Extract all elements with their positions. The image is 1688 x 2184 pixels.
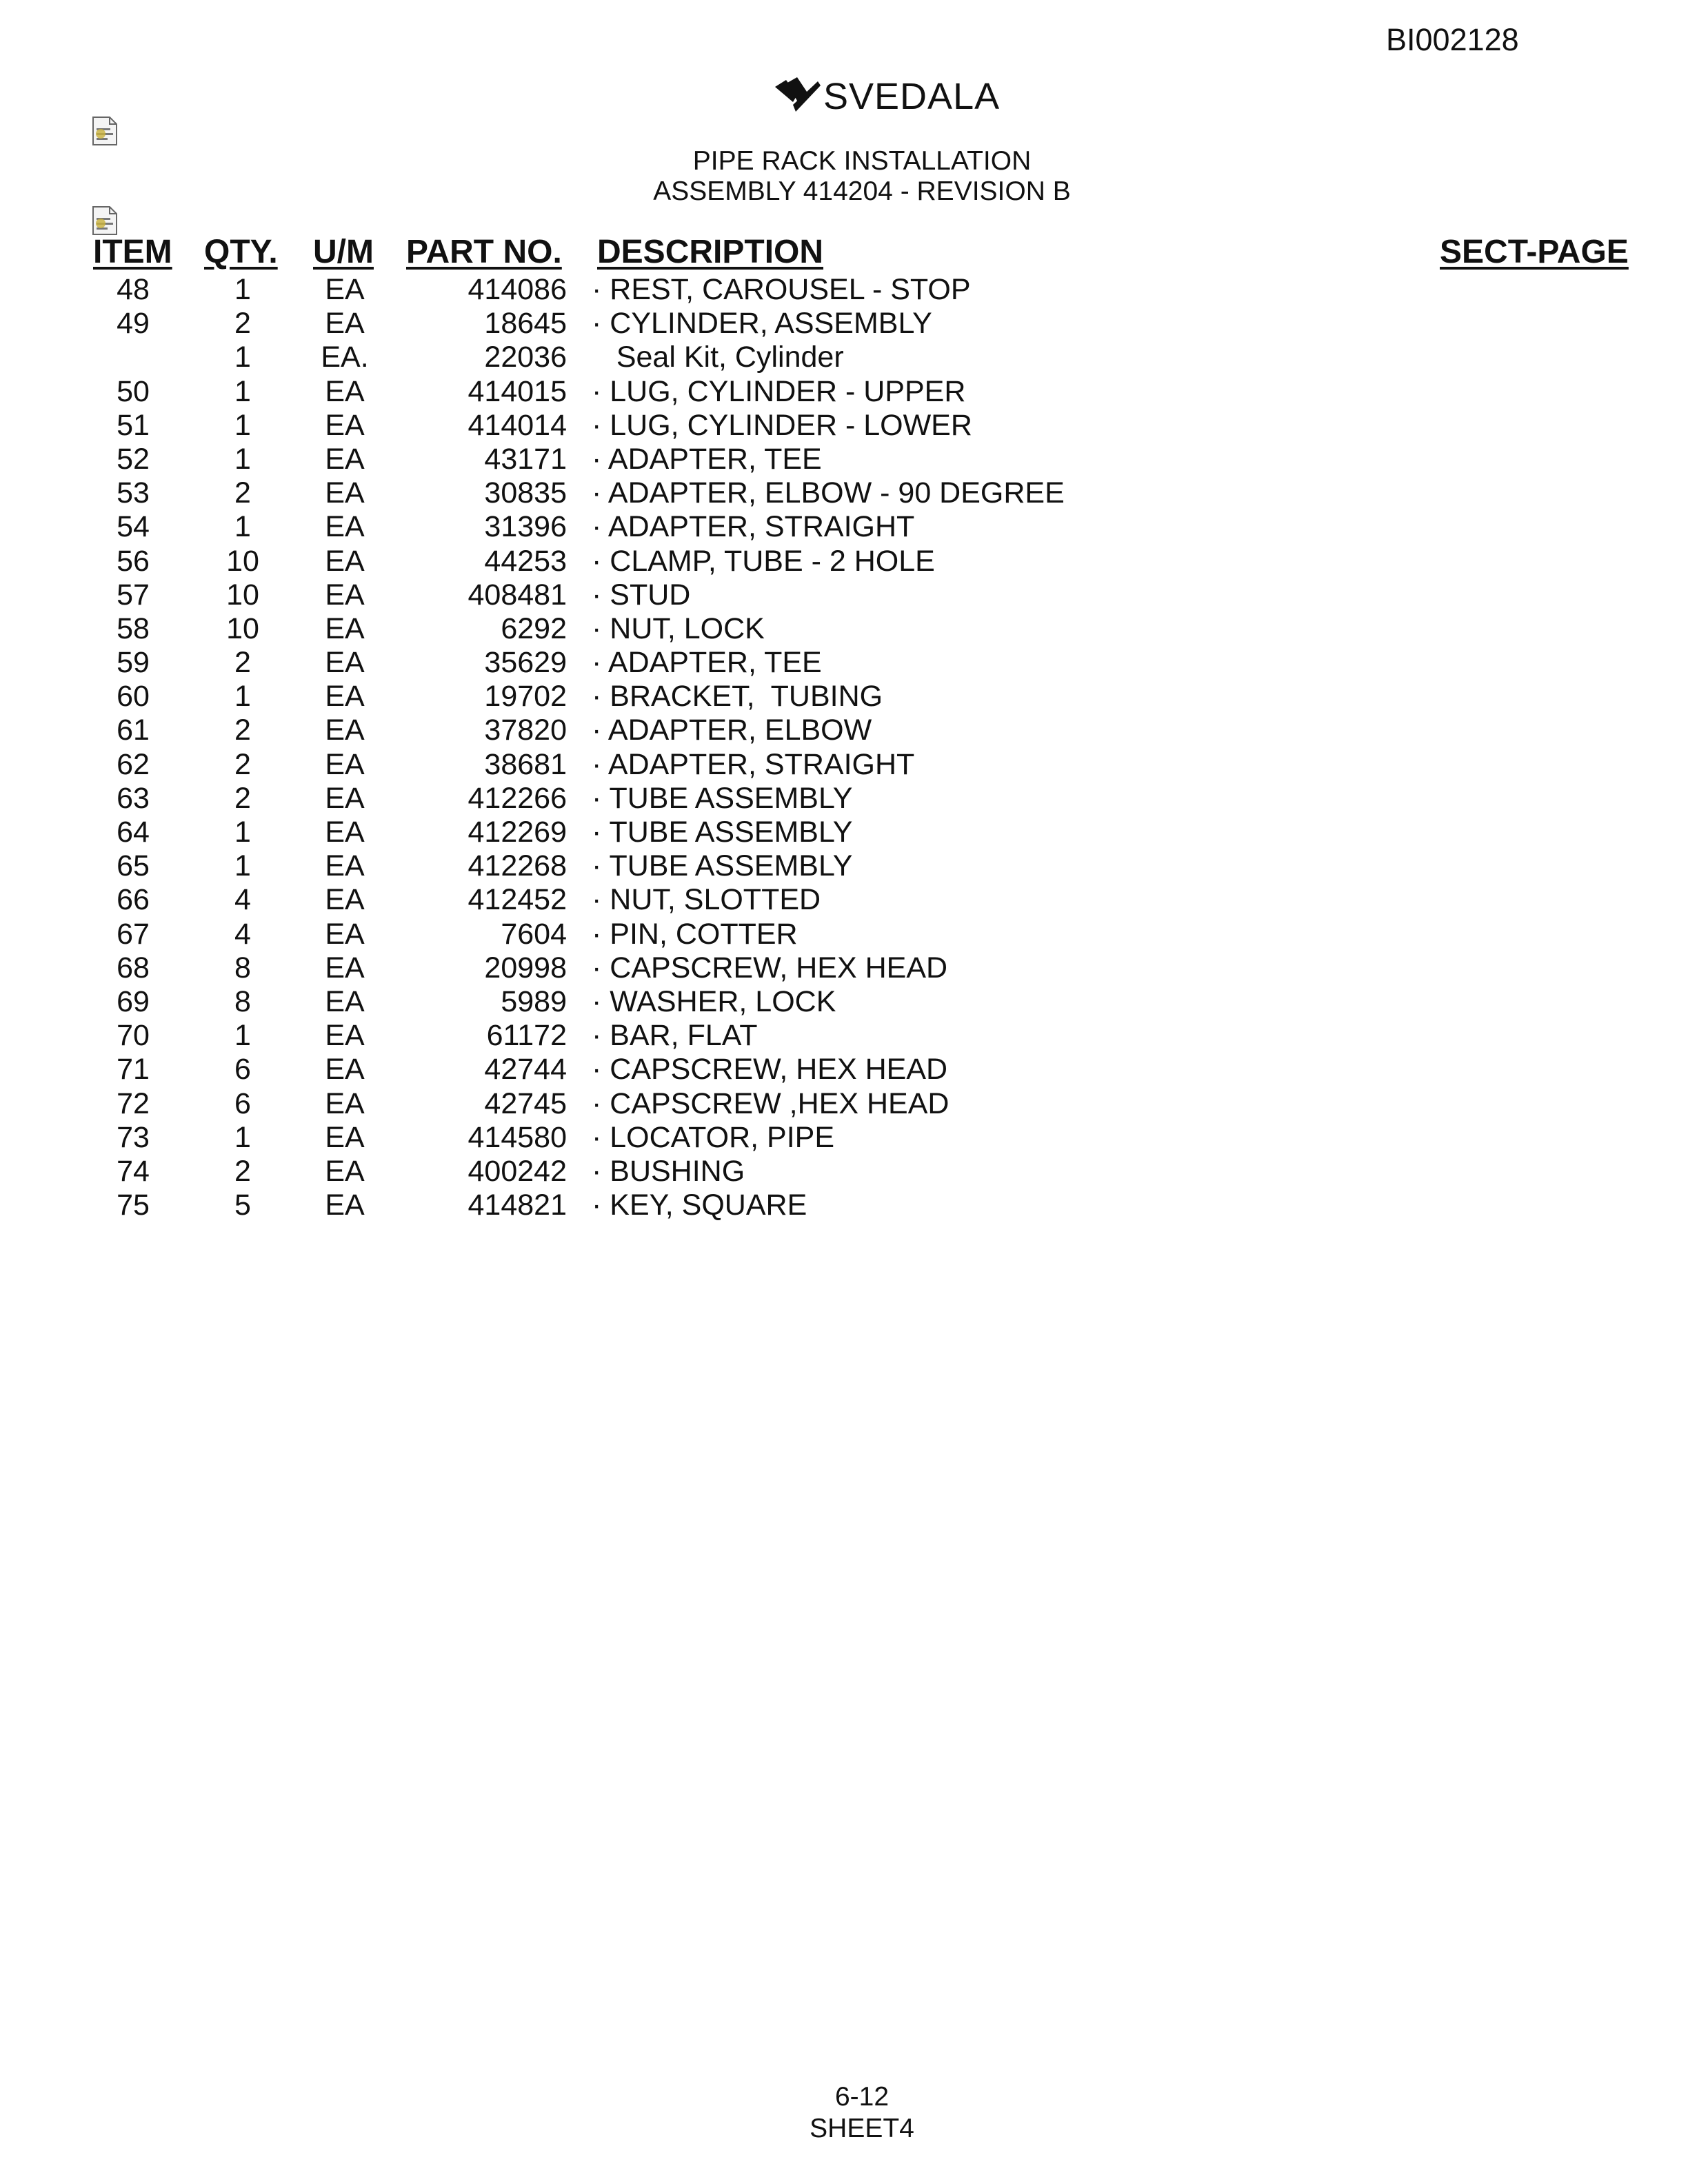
- qty-cell: 1: [234, 442, 251, 476]
- description-cell: · LUG, CYLINDER - UPPER: [592, 374, 966, 408]
- description-cell: · TUBE ASSEMBLY: [592, 849, 853, 883]
- qty-cell: 2: [234, 476, 251, 510]
- um-cell: EA: [325, 849, 365, 883]
- item-cell: 57: [117, 578, 150, 611]
- table-row: [0, 273, 1688, 307]
- table-row: [0, 307, 1688, 341]
- part-number-cell: 35629: [484, 646, 567, 680]
- um-cell: EA: [325, 1086, 365, 1120]
- um-cell: EA: [325, 816, 365, 849]
- part-number-cell: 20998: [484, 951, 567, 984]
- part-number-cell: 61172: [486, 1019, 567, 1053]
- description-cell: · TUBE ASSEMBLY: [592, 816, 853, 849]
- description-cell: Seal Kit, Cylinder: [592, 341, 844, 374]
- part-number-cell: 412266: [468, 781, 567, 815]
- sheet-label: SHEET4: [810, 2114, 914, 2143]
- table-row: [0, 409, 1688, 443]
- document-icon: [91, 116, 119, 146]
- description-cell: · STUD: [592, 578, 691, 611]
- logo-text: SVEDALA: [823, 76, 1001, 117]
- document-title: PIPE RACK INSTALLATION: [692, 146, 1032, 176]
- qty-cell: 4: [234, 883, 251, 917]
- um-cell: EA: [325, 951, 365, 984]
- document-icon: [91, 205, 119, 236]
- um-cell: EA: [325, 781, 365, 815]
- item-cell: 63: [117, 781, 150, 815]
- document-subtitle: ASSEMBLY 414204 - REVISION B: [653, 176, 1071, 206]
- table-row: [0, 510, 1688, 544]
- qty-cell: 2: [234, 781, 251, 815]
- item-cell: 58: [117, 611, 150, 645]
- qty-cell: 1: [234, 510, 251, 544]
- part-number-cell: 414015: [468, 374, 567, 408]
- qty-cell: 6: [234, 1053, 251, 1086]
- description-cell: · ADAPTER, ELBOW: [592, 714, 872, 747]
- um-cell: EA: [325, 510, 365, 544]
- um-cell: EA: [325, 476, 365, 510]
- item-cell: 64: [117, 816, 150, 849]
- description-cell: · WASHER, LOCK: [592, 984, 836, 1018]
- table-row: [0, 849, 1688, 883]
- qty-cell: 10: [226, 611, 259, 645]
- qty-cell: 2: [234, 1154, 251, 1188]
- description-cell: · LOCATOR, PIPE: [592, 1120, 835, 1154]
- table-row: [0, 1121, 1688, 1155]
- um-cell: EA: [325, 714, 365, 747]
- um-cell: EA: [325, 917, 365, 951]
- description-cell: · PIN, COTTER: [592, 917, 798, 951]
- qty-cell: 1: [234, 1120, 251, 1154]
- description-cell: · ADAPTER, TEE: [592, 646, 822, 680]
- item-cell: 48: [117, 273, 150, 306]
- description-cell: · BAR, FLAT: [592, 1019, 758, 1053]
- part-number-cell: 19702: [484, 680, 567, 714]
- item-cell: 50: [117, 374, 150, 408]
- qty-cell: 2: [234, 714, 251, 747]
- um-cell: EA: [325, 646, 365, 680]
- part-number-cell: 414580: [468, 1120, 567, 1154]
- qty-cell: 10: [226, 544, 259, 578]
- item-cell: 53: [117, 476, 150, 510]
- qty-cell: 1: [234, 374, 251, 408]
- table-row: [0, 1053, 1688, 1086]
- description-cell: · BRACKET, TUBING: [592, 680, 883, 714]
- description-cell: · ADAPTER, ELBOW - 90 DEGREE: [592, 476, 1065, 510]
- description-cell: · NUT, LOCK: [592, 611, 765, 645]
- qty-cell: 1: [234, 816, 251, 849]
- part-number-cell: 42745: [484, 1086, 567, 1120]
- item-cell: 52: [117, 442, 150, 476]
- um-cell: EA: [325, 1120, 365, 1154]
- qty-cell: 6: [234, 1086, 251, 1120]
- header-item: ITEM: [93, 234, 172, 270]
- part-number-cell: 414014: [468, 408, 567, 442]
- part-number-cell: 7604: [501, 917, 567, 951]
- table-row: [0, 578, 1688, 612]
- item-cell: 49: [117, 307, 150, 341]
- um-cell: EA: [325, 1189, 365, 1222]
- part-number-cell: 412452: [468, 883, 567, 917]
- um-cell: EA: [325, 544, 365, 578]
- um-cell: EA: [325, 1019, 365, 1053]
- table-row: [0, 341, 1688, 374]
- um-cell: EA: [325, 578, 365, 611]
- table-row: [0, 1189, 1688, 1222]
- header-um: U/M: [313, 234, 374, 270]
- description-cell: · ADAPTER, STRAIGHT: [592, 510, 915, 544]
- qty-cell: 1: [234, 341, 251, 374]
- item-cell: 61: [117, 714, 150, 747]
- um-cell: EA: [325, 273, 365, 306]
- qty-cell: 8: [234, 984, 251, 1018]
- part-number-cell: 42744: [484, 1053, 567, 1086]
- item-cell: 59: [117, 646, 150, 680]
- svedala-logo: [772, 76, 1000, 117]
- item-cell: 56: [117, 544, 150, 578]
- um-cell: EA: [325, 307, 365, 341]
- qty-cell: 10: [226, 578, 259, 611]
- description-cell: · ADAPTER, STRAIGHT: [592, 747, 915, 781]
- part-number-cell: 31396: [484, 510, 567, 544]
- table-row: [0, 545, 1688, 578]
- qty-cell: 2: [234, 307, 251, 341]
- item-cell: 75: [117, 1189, 150, 1222]
- part-number-cell: 6292: [501, 611, 567, 645]
- header-description: DESCRIPTION: [597, 234, 824, 270]
- qty-cell: 8: [234, 951, 251, 984]
- description-cell: · NUT, SLOTTED: [592, 883, 821, 917]
- table-row: [0, 443, 1688, 476]
- table-row: [0, 782, 1688, 816]
- um-cell: EA: [325, 680, 365, 714]
- um-cell: EA: [325, 984, 365, 1018]
- description-cell: · CYLINDER, ASSEMBLY: [592, 307, 932, 341]
- part-number-cell: 414086: [468, 273, 567, 306]
- qty-cell: 2: [234, 646, 251, 680]
- qty-cell: 1: [234, 408, 251, 442]
- um-cell: EA: [325, 1053, 365, 1086]
- part-number-cell: 37820: [484, 714, 567, 747]
- description-cell: · LUG, CYLINDER - LOWER: [592, 408, 972, 442]
- part-number-cell: 44253: [484, 544, 567, 578]
- um-cell: EA: [325, 883, 365, 917]
- um-cell: EA.: [321, 341, 369, 374]
- table-row: [0, 918, 1688, 951]
- item-cell: 72: [117, 1086, 150, 1120]
- item-cell: 71: [117, 1053, 150, 1086]
- um-cell: EA: [325, 611, 365, 645]
- item-cell: 51: [117, 408, 150, 442]
- um-cell: EA: [325, 442, 365, 476]
- part-number-cell: 30835: [484, 476, 567, 510]
- table-row: [0, 646, 1688, 680]
- qty-cell: 1: [234, 680, 251, 714]
- header-part-no: PART NO.: [406, 234, 562, 270]
- item-cell: 65: [117, 849, 150, 883]
- part-number-cell: 408481: [468, 578, 567, 611]
- svedala-logo-mark-icon: [772, 77, 822, 116]
- description-cell: · ADAPTER, TEE: [592, 442, 822, 476]
- table-row: [0, 1087, 1688, 1121]
- table-row: [0, 680, 1688, 714]
- part-number-cell: 412268: [468, 849, 567, 883]
- page-number: 6-12: [834, 2082, 890, 2112]
- qty-cell: 4: [234, 917, 251, 951]
- item-cell: 67: [117, 917, 150, 951]
- part-number-cell: 22036: [484, 341, 567, 374]
- table-row: [0, 714, 1688, 747]
- um-cell: EA: [325, 1154, 365, 1188]
- part-number-cell: 18645: [484, 307, 567, 341]
- part-number-cell: 412269: [468, 816, 567, 849]
- table-row: [0, 1019, 1688, 1053]
- qty-cell: 1: [234, 849, 251, 883]
- table-row: [0, 985, 1688, 1019]
- description-cell: · TUBE ASSEMBLY: [592, 781, 853, 815]
- item-cell: 73: [117, 1120, 150, 1154]
- item-cell: 60: [117, 680, 150, 714]
- item-cell: 74: [117, 1154, 150, 1188]
- description-cell: · KEY, SQUARE: [592, 1189, 807, 1222]
- description-cell: · BUSHING: [592, 1154, 745, 1188]
- table-row: [0, 951, 1688, 985]
- table-row: [0, 375, 1688, 409]
- qty-cell: 1: [234, 273, 251, 306]
- document-id: BI002128: [1386, 22, 1519, 57]
- part-number-cell: 38681: [484, 747, 567, 781]
- description-cell: · REST, CAROUSEL - STOP: [592, 273, 971, 306]
- table-row: [0, 748, 1688, 782]
- um-cell: EA: [325, 408, 365, 442]
- item-cell: 68: [117, 951, 150, 984]
- table-row: [0, 612, 1688, 646]
- table-row: [0, 476, 1688, 510]
- item-cell: 54: [117, 510, 150, 544]
- item-cell: 69: [117, 984, 150, 1018]
- item-cell: 62: [117, 747, 150, 781]
- qty-cell: 2: [234, 747, 251, 781]
- qty-cell: 1: [234, 1019, 251, 1053]
- description-cell: · CLAMP, TUBE - 2 HOLE: [592, 544, 935, 578]
- header-sect-page: SECT-PAGE: [1440, 234, 1629, 270]
- part-number-cell: 43171: [484, 442, 567, 476]
- um-cell: EA: [325, 747, 365, 781]
- part-number-cell: 414821: [468, 1189, 567, 1222]
- description-cell: · CAPSCREW, HEX HEAD: [592, 1053, 948, 1086]
- item-cell: 66: [117, 883, 150, 917]
- part-number-cell: 400242: [468, 1154, 567, 1188]
- part-number-cell: 5989: [501, 984, 567, 1018]
- item-cell: 70: [117, 1019, 150, 1053]
- header-qty: QTY.: [204, 234, 278, 270]
- description-cell: · CAPSCREW ,HEX HEAD: [592, 1086, 950, 1120]
- table-row: [0, 816, 1688, 849]
- table-row: [0, 1155, 1688, 1189]
- parts-list: [0, 273, 1688, 1222]
- table-row: [0, 883, 1688, 917]
- qty-cell: 5: [234, 1189, 251, 1222]
- um-cell: EA: [325, 374, 365, 408]
- description-cell: · CAPSCREW, HEX HEAD: [592, 951, 948, 984]
